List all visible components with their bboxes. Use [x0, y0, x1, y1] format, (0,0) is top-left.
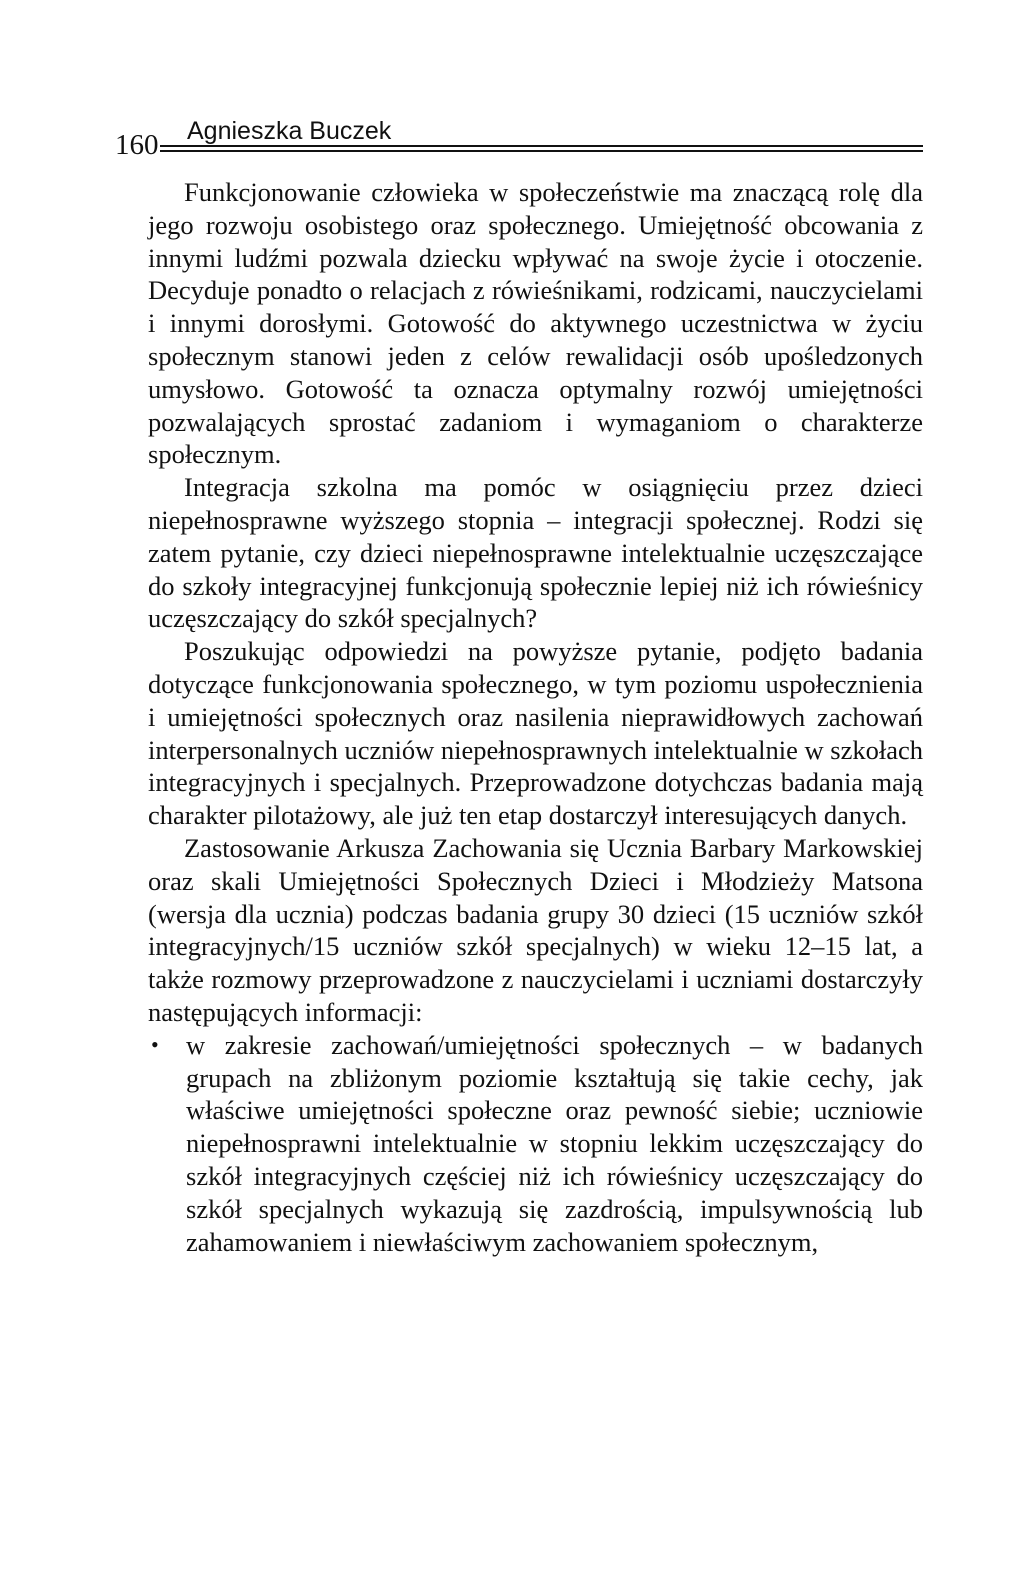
paragraph-3: Poszukując odpowiedzi na powyższe pytanie, podjęto badania dotyczące funkcjonowania społecznego, w tym poziomu uspołecznienia i umiejętności społecznych oraz nasilenia nieprawidłowych zachowań interpersonalnych uczniów niepełnosprawnych intelektualnie w szkołach integracyjnych i specjalnych. Przeprowadzone dotychczas badania mają charakter pilotażowy, ale już ten etap dostarczył interesujących danych. [148, 636, 923, 831]
running-head-author: Agnieszka Buczek [187, 117, 392, 145]
bullet-list [148, 1029, 923, 1259]
paragraph-2: Integracja szkolna ma pomóc w osiągnięciu przez dzieci niepełnosprawne wyższego stopnia – integracji społecznej. Rodzi się zatem pytanie, czy dzieci niepełnosprawne intelektualnie uczęszczające do szkoły integracyjnej funkcjonują społecznie lepiej niż ich rówieśnicy uczęszczający do szkół specjalnych? [148, 472, 923, 634]
list-item [148, 1029, 923, 1259]
header-rule-top [160, 145, 923, 147]
paragraph-4: Zastosowanie Arkusza Zachowania się Ucznia Barbary Markowskiej oraz skali Umiejętności Społecznych Dzieci i Młodzieży Matsona (wersja dla ucznia) podczas badania grupy 30 dzieci (15 uczniów szkół integracyjnych/15 uczniów szkół specjalnych) w wieku 12–15 lat, a także rozmowy przeprowadzone z nauczycielami i uczniami dostarczyły następujących informacji: [148, 832, 923, 1027]
bullet-icon: • [151, 1031, 159, 1057]
header-rule-bottom [160, 150, 923, 152]
page-number: 160 [115, 129, 159, 161]
page-header [115, 118, 923, 160]
bullet-text: w zakresie zachowań/umiejętności społecznych – w badanych grupach na zbliżonym poziomie kształtują się takie cechy, jak właściwe umiejętności społeczne oraz pewność siebie; uczniowie niepełnosprawni intelektualnie w stopniu lekkim uczęszczający do szkół integracyjnych częściej niż ich rówieśnicy uczęszczający do szkół specjalnych wykazują się zazdrością, impulsywnością lub zahamowaniem i niewłaściwym zachowaniem społecznym, [186, 1029, 923, 1257]
body-text [148, 176, 923, 1258]
paragraph-1: Funkcjonowanie człowieka w społeczeństwie ma znaczącą rolę dla jego rozwoju osobistego oraz społecznego. Umiejętność obcowania z innymi ludźmi pozwala dziecku wpływać na swoje życie i otoczenie. Decyduje ponadto o relacjach z rówieśnikami, rodzicami, nauczycielami i innymi dorosłymi. Gotowość do aktywnego uczestnictwa w życiu społecznym stanowi jeden z celów rewalidacji osób upośledzonych umysłowo. Gotowość ta oznacza optymalny rozwój umiejętności pozwalających sprostać zadaniom i wymaganiom o charakterze społecznym. [148, 177, 923, 470]
